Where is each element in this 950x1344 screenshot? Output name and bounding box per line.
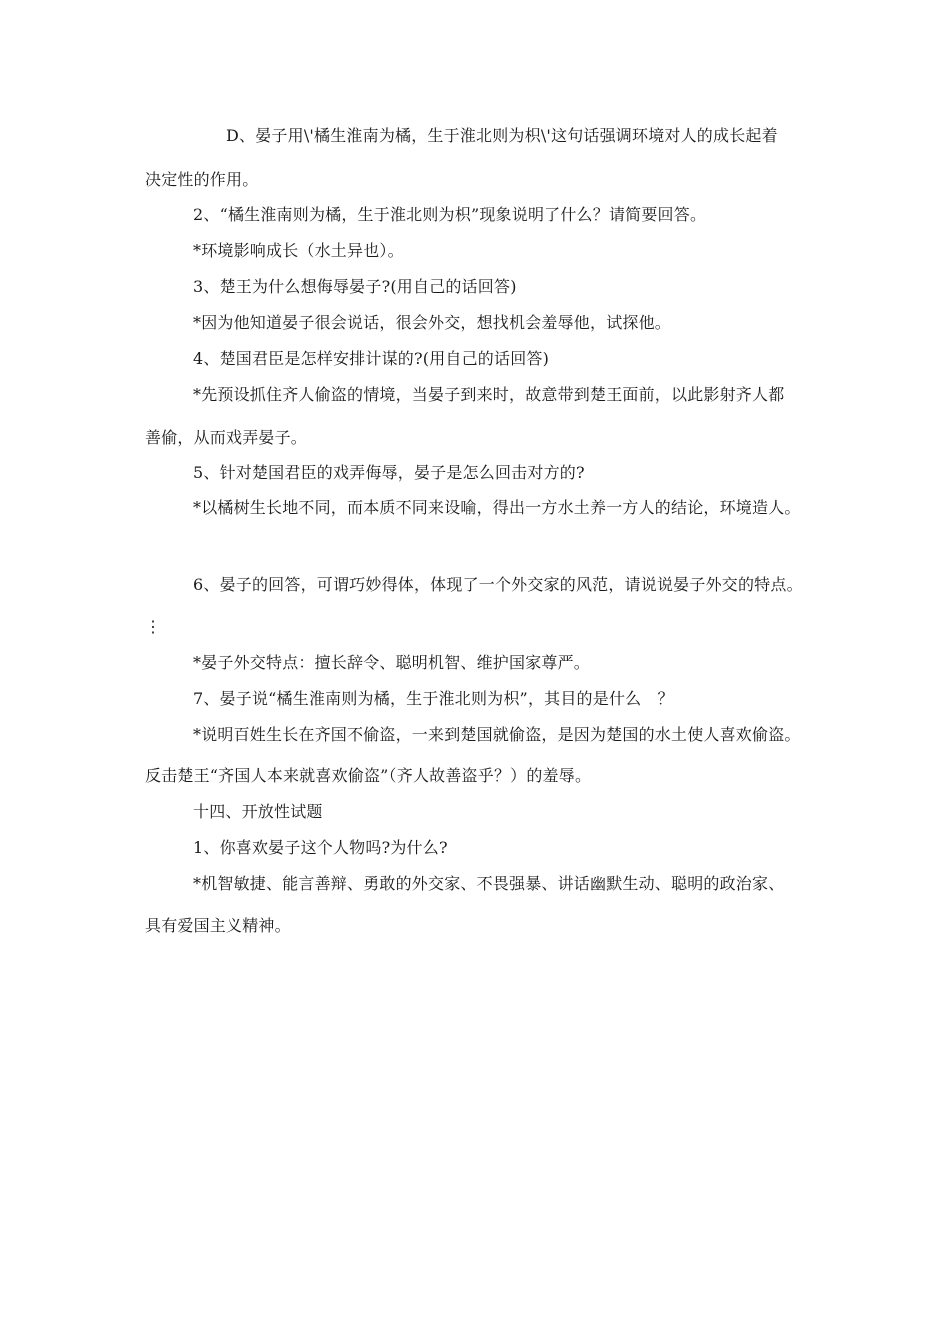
answer-4: *先预设抓住齐人偷盗的情境，当晏子到来时，故意带到楚王面前，以此影射齐人都 xyxy=(193,385,785,404)
answer-option-d-continued: 决定性的作用。 xyxy=(145,170,259,189)
answer-4-continued: 善偷，从而戏弄晏子。 xyxy=(145,428,308,447)
question-2: 2、“橘生淮南则为橘，生于淮北则为枳”现象说明了什么？请简要回答。 xyxy=(193,205,707,224)
answer-option-d: D、晏子用\'橘生淮南为橘，生于淮北则为枳\'这句话强调环境对人的成长起着 xyxy=(226,126,778,145)
question-4: 4、楚国君臣是怎样安排计谋的?(用自己的话回答) xyxy=(193,349,550,368)
answer-3: *因为他知道晏子很会说话，很会外交，想找机会羞辱他，试探他。 xyxy=(193,313,672,332)
open-question-1: 1、你喜欢晏子这个人物吗?为什么? xyxy=(193,838,448,857)
answer-2: *环境影响成长（水土异也）。 xyxy=(193,241,404,260)
open-answer-1-continued: 具有爱国主义精神。 xyxy=(145,916,291,935)
answer-6: *晏子外交特点：擅长辞令、聪明机智、维护国家尊严。 xyxy=(193,653,591,672)
answer-7: *说明百姓生长在齐国不偷盗，一来到楚国就偷盗，是因为楚国的水土使人喜欢偷盗。 xyxy=(193,725,801,744)
question-7: 7、晏子说“橘生淮南则为橘，生于淮北则为枳”，其目的是什么 ？ xyxy=(193,689,674,708)
ellipsis-mark: ⋮ xyxy=(145,617,162,636)
section-heading-open-questions: 十四、开放性试题 xyxy=(193,802,323,821)
question-6: 6、晏子的回答，可谓巧妙得体，体现了一个外交家的风范，请说说晏子外交的特点。 xyxy=(193,575,803,594)
answer-5: *以橘树生长地不同，而本质不同来设喻，得出一方水土养一方人的结论，环境造人。 xyxy=(193,498,801,517)
answer-7-continued: 反击楚王“齐国人本来就喜欢偷盗”（齐人故善盗乎？）的羞辱。 xyxy=(145,766,592,785)
question-3: 3、楚王为什么想侮辱晏子?(用自己的话回答) xyxy=(193,277,517,296)
open-answer-1: *机智敏捷、能言善辩、勇敢的外交家、不畏强暴、讲话幽默生动、聪明的政治家、 xyxy=(193,874,785,893)
question-5: 5、针对楚国君臣的戏弄侮辱，晏子是怎么回击对方的? xyxy=(193,463,585,482)
